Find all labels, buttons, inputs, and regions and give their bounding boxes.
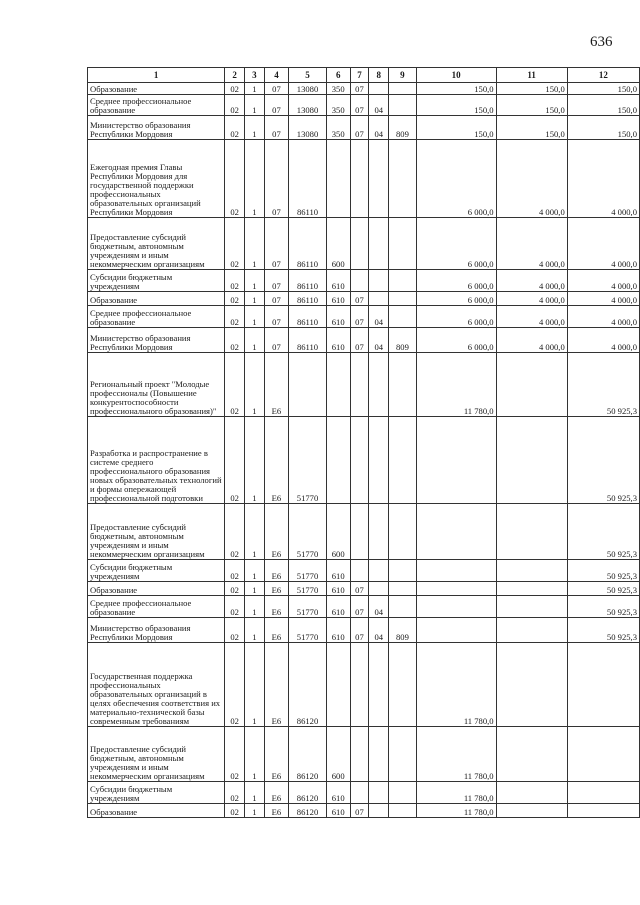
cell-code-5: 86110	[289, 270, 327, 292]
row-name-cell: Образование	[88, 582, 225, 596]
cell-amount-11	[496, 643, 567, 727]
cell-code-2: 02	[225, 618, 245, 643]
cell-amount-10: 11 780,0	[416, 782, 496, 804]
cell-code-9	[389, 417, 417, 504]
cell-code-2: 02	[225, 596, 245, 618]
cell-code-4: 07	[264, 116, 289, 140]
cell-code-9	[389, 643, 417, 727]
cell-code-7: 07	[350, 596, 369, 618]
budget-table	[87, 67, 640, 818]
cell-code-7: 07	[350, 83, 369, 95]
cell-code-4: Е6	[264, 582, 289, 596]
cell-amount-10: 150,0	[416, 116, 496, 140]
cell-code-4: 07	[264, 270, 289, 292]
cell-code-3: 1	[245, 504, 265, 560]
cell-amount-11	[496, 596, 567, 618]
cell-code-2: 02	[225, 218, 245, 270]
cell-code-2: 02	[225, 504, 245, 560]
cell-code-6: 600	[326, 504, 350, 560]
cell-code-6: 610	[326, 804, 350, 818]
row-name-cell: Предоставление субсидий бюджетным, автономным учреждениям и иным некоммерческим организациям	[88, 218, 225, 270]
cell-code-6: 610	[326, 292, 350, 306]
table-row	[88, 618, 640, 643]
cell-amount-11: 4 000,0	[496, 270, 567, 292]
cell-code-4: Е6	[264, 618, 289, 643]
table-row	[88, 417, 640, 504]
cell-code-2: 02	[225, 116, 245, 140]
cell-code-8	[369, 643, 389, 727]
cell-code-7	[350, 140, 369, 218]
column-header: 9	[389, 68, 417, 83]
cell-code-9	[389, 727, 417, 782]
cell-code-9: 809	[389, 116, 417, 140]
column-header: 11	[496, 68, 567, 83]
column-header: 2	[225, 68, 245, 83]
cell-code-7: 07	[350, 582, 369, 596]
row-name-cell: Министерство образования Республики Мордовия	[88, 328, 225, 353]
cell-code-3: 1	[245, 618, 265, 643]
table-row	[88, 140, 640, 218]
cell-code-5: 13080	[289, 116, 327, 140]
row-name-cell: Предоставление субсидий бюджетным, автономным учреждениям и иным некоммерческим организациям	[88, 504, 225, 560]
cell-code-3: 1	[245, 116, 265, 140]
cell-code-3: 1	[245, 95, 265, 116]
cell-code-8	[369, 560, 389, 582]
cell-code-4: Е6	[264, 596, 289, 618]
cell-code-9	[389, 83, 417, 95]
cell-amount-12: 4 000,0	[567, 306, 639, 328]
cell-amount-10: 11 780,0	[416, 643, 496, 727]
cell-amount-11: 4 000,0	[496, 218, 567, 270]
cell-amount-11: 150,0	[496, 83, 567, 95]
cell-code-9	[389, 504, 417, 560]
cell-code-6: 610	[326, 618, 350, 643]
cell-code-6: 610	[326, 782, 350, 804]
page-number: 636	[590, 34, 613, 50]
cell-code-6: 610	[326, 596, 350, 618]
cell-code-9	[389, 782, 417, 804]
cell-code-8	[369, 504, 389, 560]
cell-code-6	[326, 353, 350, 417]
cell-code-5: 86120	[289, 727, 327, 782]
table-row	[88, 727, 640, 782]
cell-amount-12: 50 925,3	[567, 560, 639, 582]
row-name-cell: Министерство образования Республики Мордовия	[88, 116, 225, 140]
cell-code-4: Е6	[264, 782, 289, 804]
cell-code-9	[389, 95, 417, 116]
header-row	[88, 68, 640, 83]
cell-code-4: 07	[264, 306, 289, 328]
cell-code-9: 809	[389, 328, 417, 353]
cell-code-4: 07	[264, 292, 289, 306]
cell-code-2: 02	[225, 353, 245, 417]
cell-code-7: 07	[350, 804, 369, 818]
cell-amount-12	[567, 643, 639, 727]
cell-code-7	[350, 353, 369, 417]
cell-code-6: 610	[326, 270, 350, 292]
cell-code-2: 02	[225, 306, 245, 328]
cell-amount-11	[496, 618, 567, 643]
cell-code-7	[350, 270, 369, 292]
cell-code-6: 610	[326, 306, 350, 328]
cell-amount-11	[496, 804, 567, 818]
table-row	[88, 596, 640, 618]
cell-code-3: 1	[245, 804, 265, 818]
cell-code-8	[369, 270, 389, 292]
cell-code-2: 02	[225, 417, 245, 504]
cell-code-3: 1	[245, 727, 265, 782]
cell-code-5: 51770	[289, 596, 327, 618]
cell-amount-12: 4 000,0	[567, 140, 639, 218]
table-row	[88, 95, 640, 116]
cell-code-5: 86120	[289, 643, 327, 727]
cell-code-9	[389, 353, 417, 417]
cell-amount-12: 4 000,0	[567, 328, 639, 353]
table-row	[88, 292, 640, 306]
cell-code-8: 04	[369, 116, 389, 140]
cell-amount-10: 150,0	[416, 83, 496, 95]
cell-code-6: 350	[326, 83, 350, 95]
cell-amount-10: 6 000,0	[416, 218, 496, 270]
cell-code-7	[350, 560, 369, 582]
cell-amount-10: 6 000,0	[416, 270, 496, 292]
cell-code-9: 809	[389, 618, 417, 643]
cell-code-2: 02	[225, 140, 245, 218]
cell-code-5: 86110	[289, 292, 327, 306]
cell-amount-10	[416, 618, 496, 643]
column-header: 3	[245, 68, 265, 83]
cell-code-3: 1	[245, 140, 265, 218]
cell-code-4: Е6	[264, 353, 289, 417]
cell-code-3: 1	[245, 353, 265, 417]
cell-amount-10: 11 780,0	[416, 353, 496, 417]
cell-code-8	[369, 582, 389, 596]
cell-code-3: 1	[245, 270, 265, 292]
cell-code-9	[389, 306, 417, 328]
cell-code-7: 07	[350, 95, 369, 116]
cell-code-3: 1	[245, 643, 265, 727]
column-header: 5	[289, 68, 327, 83]
cell-code-6	[326, 643, 350, 727]
cell-code-4: 07	[264, 140, 289, 218]
cell-code-2: 02	[225, 560, 245, 582]
cell-code-5: 86110	[289, 306, 327, 328]
cell-code-8	[369, 292, 389, 306]
cell-code-5: 51770	[289, 582, 327, 596]
row-name-cell: Субсидии бюджетным учреждениям	[88, 270, 225, 292]
cell-code-7	[350, 417, 369, 504]
cell-amount-12: 50 925,3	[567, 596, 639, 618]
cell-amount-10	[416, 582, 496, 596]
row-name-cell: Субсидии бюджетным учреждениям	[88, 782, 225, 804]
cell-code-6	[326, 417, 350, 504]
cell-code-8	[369, 83, 389, 95]
cell-amount-12: 4 000,0	[567, 218, 639, 270]
cell-amount-12: 50 925,3	[567, 618, 639, 643]
cell-code-6: 350	[326, 116, 350, 140]
cell-code-2: 02	[225, 582, 245, 596]
cell-amount-12	[567, 727, 639, 782]
cell-amount-11: 4 000,0	[496, 328, 567, 353]
table-row	[88, 218, 640, 270]
cell-code-7: 07	[350, 618, 369, 643]
cell-amount-11	[496, 782, 567, 804]
cell-amount-10	[416, 596, 496, 618]
column-header: 6	[326, 68, 350, 83]
cell-code-5: 86120	[289, 782, 327, 804]
cell-code-8: 04	[369, 306, 389, 328]
cell-code-4: Е6	[264, 560, 289, 582]
cell-code-5: 51770	[289, 417, 327, 504]
table-row	[88, 270, 640, 292]
cell-code-4: 07	[264, 95, 289, 116]
cell-code-2: 02	[225, 292, 245, 306]
cell-code-5: 13080	[289, 83, 327, 95]
cell-code-6	[326, 140, 350, 218]
cell-amount-11	[496, 582, 567, 596]
cell-code-3: 1	[245, 218, 265, 270]
cell-code-2: 02	[225, 643, 245, 727]
cell-code-7: 07	[350, 328, 369, 353]
row-name-cell: Предоставление субсидий бюджетным, автономным учреждениям и иным некоммерческим организациям	[88, 727, 225, 782]
column-header: 1	[88, 68, 225, 83]
row-name-cell: Среднее профессиональное образование	[88, 306, 225, 328]
cell-code-9	[389, 582, 417, 596]
cell-code-3: 1	[245, 292, 265, 306]
cell-amount-12	[567, 782, 639, 804]
cell-code-5: 86110	[289, 218, 327, 270]
cell-code-4: Е6	[264, 417, 289, 504]
cell-code-2: 02	[225, 727, 245, 782]
cell-code-3: 1	[245, 83, 265, 95]
cell-amount-10: 6 000,0	[416, 292, 496, 306]
cell-amount-11	[496, 353, 567, 417]
cell-amount-10: 11 780,0	[416, 727, 496, 782]
cell-amount-10	[416, 504, 496, 560]
cell-code-7	[350, 782, 369, 804]
cell-code-2: 02	[225, 328, 245, 353]
cell-amount-12: 150,0	[567, 83, 639, 95]
cell-code-3: 1	[245, 582, 265, 596]
cell-code-4: Е6	[264, 727, 289, 782]
cell-amount-10: 6 000,0	[416, 328, 496, 353]
cell-code-5: 13080	[289, 95, 327, 116]
table-row	[88, 328, 640, 353]
row-name-cell: Образование	[88, 83, 225, 95]
cell-code-7: 07	[350, 116, 369, 140]
cell-code-8: 04	[369, 328, 389, 353]
cell-code-7: 07	[350, 306, 369, 328]
cell-code-8	[369, 782, 389, 804]
cell-amount-11: 4 000,0	[496, 292, 567, 306]
cell-amount-10: 150,0	[416, 95, 496, 116]
cell-code-8: 04	[369, 596, 389, 618]
cell-code-5: 86110	[289, 328, 327, 353]
cell-amount-12: 50 925,3	[567, 417, 639, 504]
cell-code-8: 04	[369, 618, 389, 643]
row-name-cell: Субсидии бюджетным учреждениям	[88, 560, 225, 582]
cell-amount-11: 4 000,0	[496, 140, 567, 218]
cell-code-6: 610	[326, 582, 350, 596]
table-row	[88, 582, 640, 596]
cell-code-6: 600	[326, 218, 350, 270]
cell-amount-10: 11 780,0	[416, 804, 496, 818]
cell-amount-12: 150,0	[567, 95, 639, 116]
cell-code-8: 04	[369, 95, 389, 116]
cell-code-8	[369, 140, 389, 218]
cell-code-6: 600	[326, 727, 350, 782]
cell-code-3: 1	[245, 560, 265, 582]
cell-amount-12: 150,0	[567, 116, 639, 140]
cell-code-4: 07	[264, 218, 289, 270]
table-row	[88, 804, 640, 818]
cell-code-3: 1	[245, 782, 265, 804]
cell-amount-10: 6 000,0	[416, 140, 496, 218]
column-header: 7	[350, 68, 369, 83]
cell-code-9	[389, 270, 417, 292]
cell-code-4: Е6	[264, 504, 289, 560]
row-name-cell: Образование	[88, 804, 225, 818]
cell-code-9	[389, 140, 417, 218]
cell-code-4: Е6	[264, 643, 289, 727]
cell-code-4: 07	[264, 328, 289, 353]
cell-code-6: 610	[326, 560, 350, 582]
table-row	[88, 353, 640, 417]
cell-amount-12	[567, 804, 639, 818]
cell-code-5	[289, 353, 327, 417]
table-row	[88, 83, 640, 95]
table-row	[88, 504, 640, 560]
cell-code-6: 610	[326, 328, 350, 353]
cell-code-7	[350, 504, 369, 560]
cell-code-7	[350, 727, 369, 782]
cell-code-2: 02	[225, 782, 245, 804]
cell-amount-10: 6 000,0	[416, 306, 496, 328]
cell-code-5: 51770	[289, 560, 327, 582]
cell-code-5: 86110	[289, 140, 327, 218]
cell-amount-12: 50 925,3	[567, 504, 639, 560]
cell-code-8	[369, 353, 389, 417]
row-name-cell: Региональный проект "Молодые профессионалы (Повышение конкурентоспособности профессионального образования)"	[88, 353, 225, 417]
cell-code-9	[389, 596, 417, 618]
cell-code-3: 1	[245, 328, 265, 353]
cell-code-7	[350, 643, 369, 727]
cell-amount-11	[496, 504, 567, 560]
row-name-cell: Разработка и распространение в системе среднего профессионального образования новых образовательных технологий и формы опережающей профессиональной подготовки	[88, 417, 225, 504]
cell-code-9	[389, 804, 417, 818]
cell-code-7	[350, 218, 369, 270]
cell-amount-11	[496, 727, 567, 782]
table-row	[88, 116, 640, 140]
cell-code-7: 07	[350, 292, 369, 306]
cell-code-2: 02	[225, 95, 245, 116]
column-header: 12	[567, 68, 639, 83]
row-name-cell: Образование	[88, 292, 225, 306]
cell-code-2: 02	[225, 83, 245, 95]
row-name-cell: Ежегодная премия Главы Республики Мордовия для государственной поддержки профессиональных образовательных организаций Республики Мордовия	[88, 140, 225, 218]
cell-code-6: 350	[326, 95, 350, 116]
table-row	[88, 782, 640, 804]
cell-code-8	[369, 218, 389, 270]
cell-code-3: 1	[245, 417, 265, 504]
cell-code-8	[369, 417, 389, 504]
row-name-cell: Среднее профессиональное образование	[88, 95, 225, 116]
row-name-cell: Государственная поддержка профессиональных образовательных организаций в целях обеспечения соответствия их материально-технической базы современным требованиям	[88, 643, 225, 727]
table-body	[88, 83, 640, 818]
cell-code-8	[369, 804, 389, 818]
cell-amount-11	[496, 560, 567, 582]
column-header: 4	[264, 68, 289, 83]
cell-amount-10	[416, 417, 496, 504]
cell-code-3: 1	[245, 306, 265, 328]
cell-amount-12: 50 925,3	[567, 353, 639, 417]
cell-amount-11: 4 000,0	[496, 306, 567, 328]
cell-code-5: 51770	[289, 504, 327, 560]
cell-code-9	[389, 292, 417, 306]
table-row	[88, 306, 640, 328]
cell-code-9	[389, 560, 417, 582]
row-name-cell: Министерство образования Республики Мордовия	[88, 618, 225, 643]
cell-amount-11: 150,0	[496, 116, 567, 140]
cell-code-9	[389, 218, 417, 270]
cell-code-2: 02	[225, 270, 245, 292]
column-header: 8	[369, 68, 389, 83]
cell-amount-12: 4 000,0	[567, 292, 639, 306]
row-name-cell: Среднее профессиональное образование	[88, 596, 225, 618]
cell-code-4: 07	[264, 83, 289, 95]
cell-amount-12: 50 925,3	[567, 582, 639, 596]
cell-code-5: 86120	[289, 804, 327, 818]
cell-amount-12: 4 000,0	[567, 270, 639, 292]
cell-amount-11	[496, 417, 567, 504]
table-row	[88, 560, 640, 582]
table-row	[88, 643, 640, 727]
cell-code-8	[369, 727, 389, 782]
column-header: 10	[416, 68, 496, 83]
cell-amount-10	[416, 560, 496, 582]
cell-code-5: 51770	[289, 618, 327, 643]
cell-code-2: 02	[225, 804, 245, 818]
cell-code-3: 1	[245, 596, 265, 618]
cell-amount-11: 150,0	[496, 95, 567, 116]
cell-code-4: Е6	[264, 804, 289, 818]
